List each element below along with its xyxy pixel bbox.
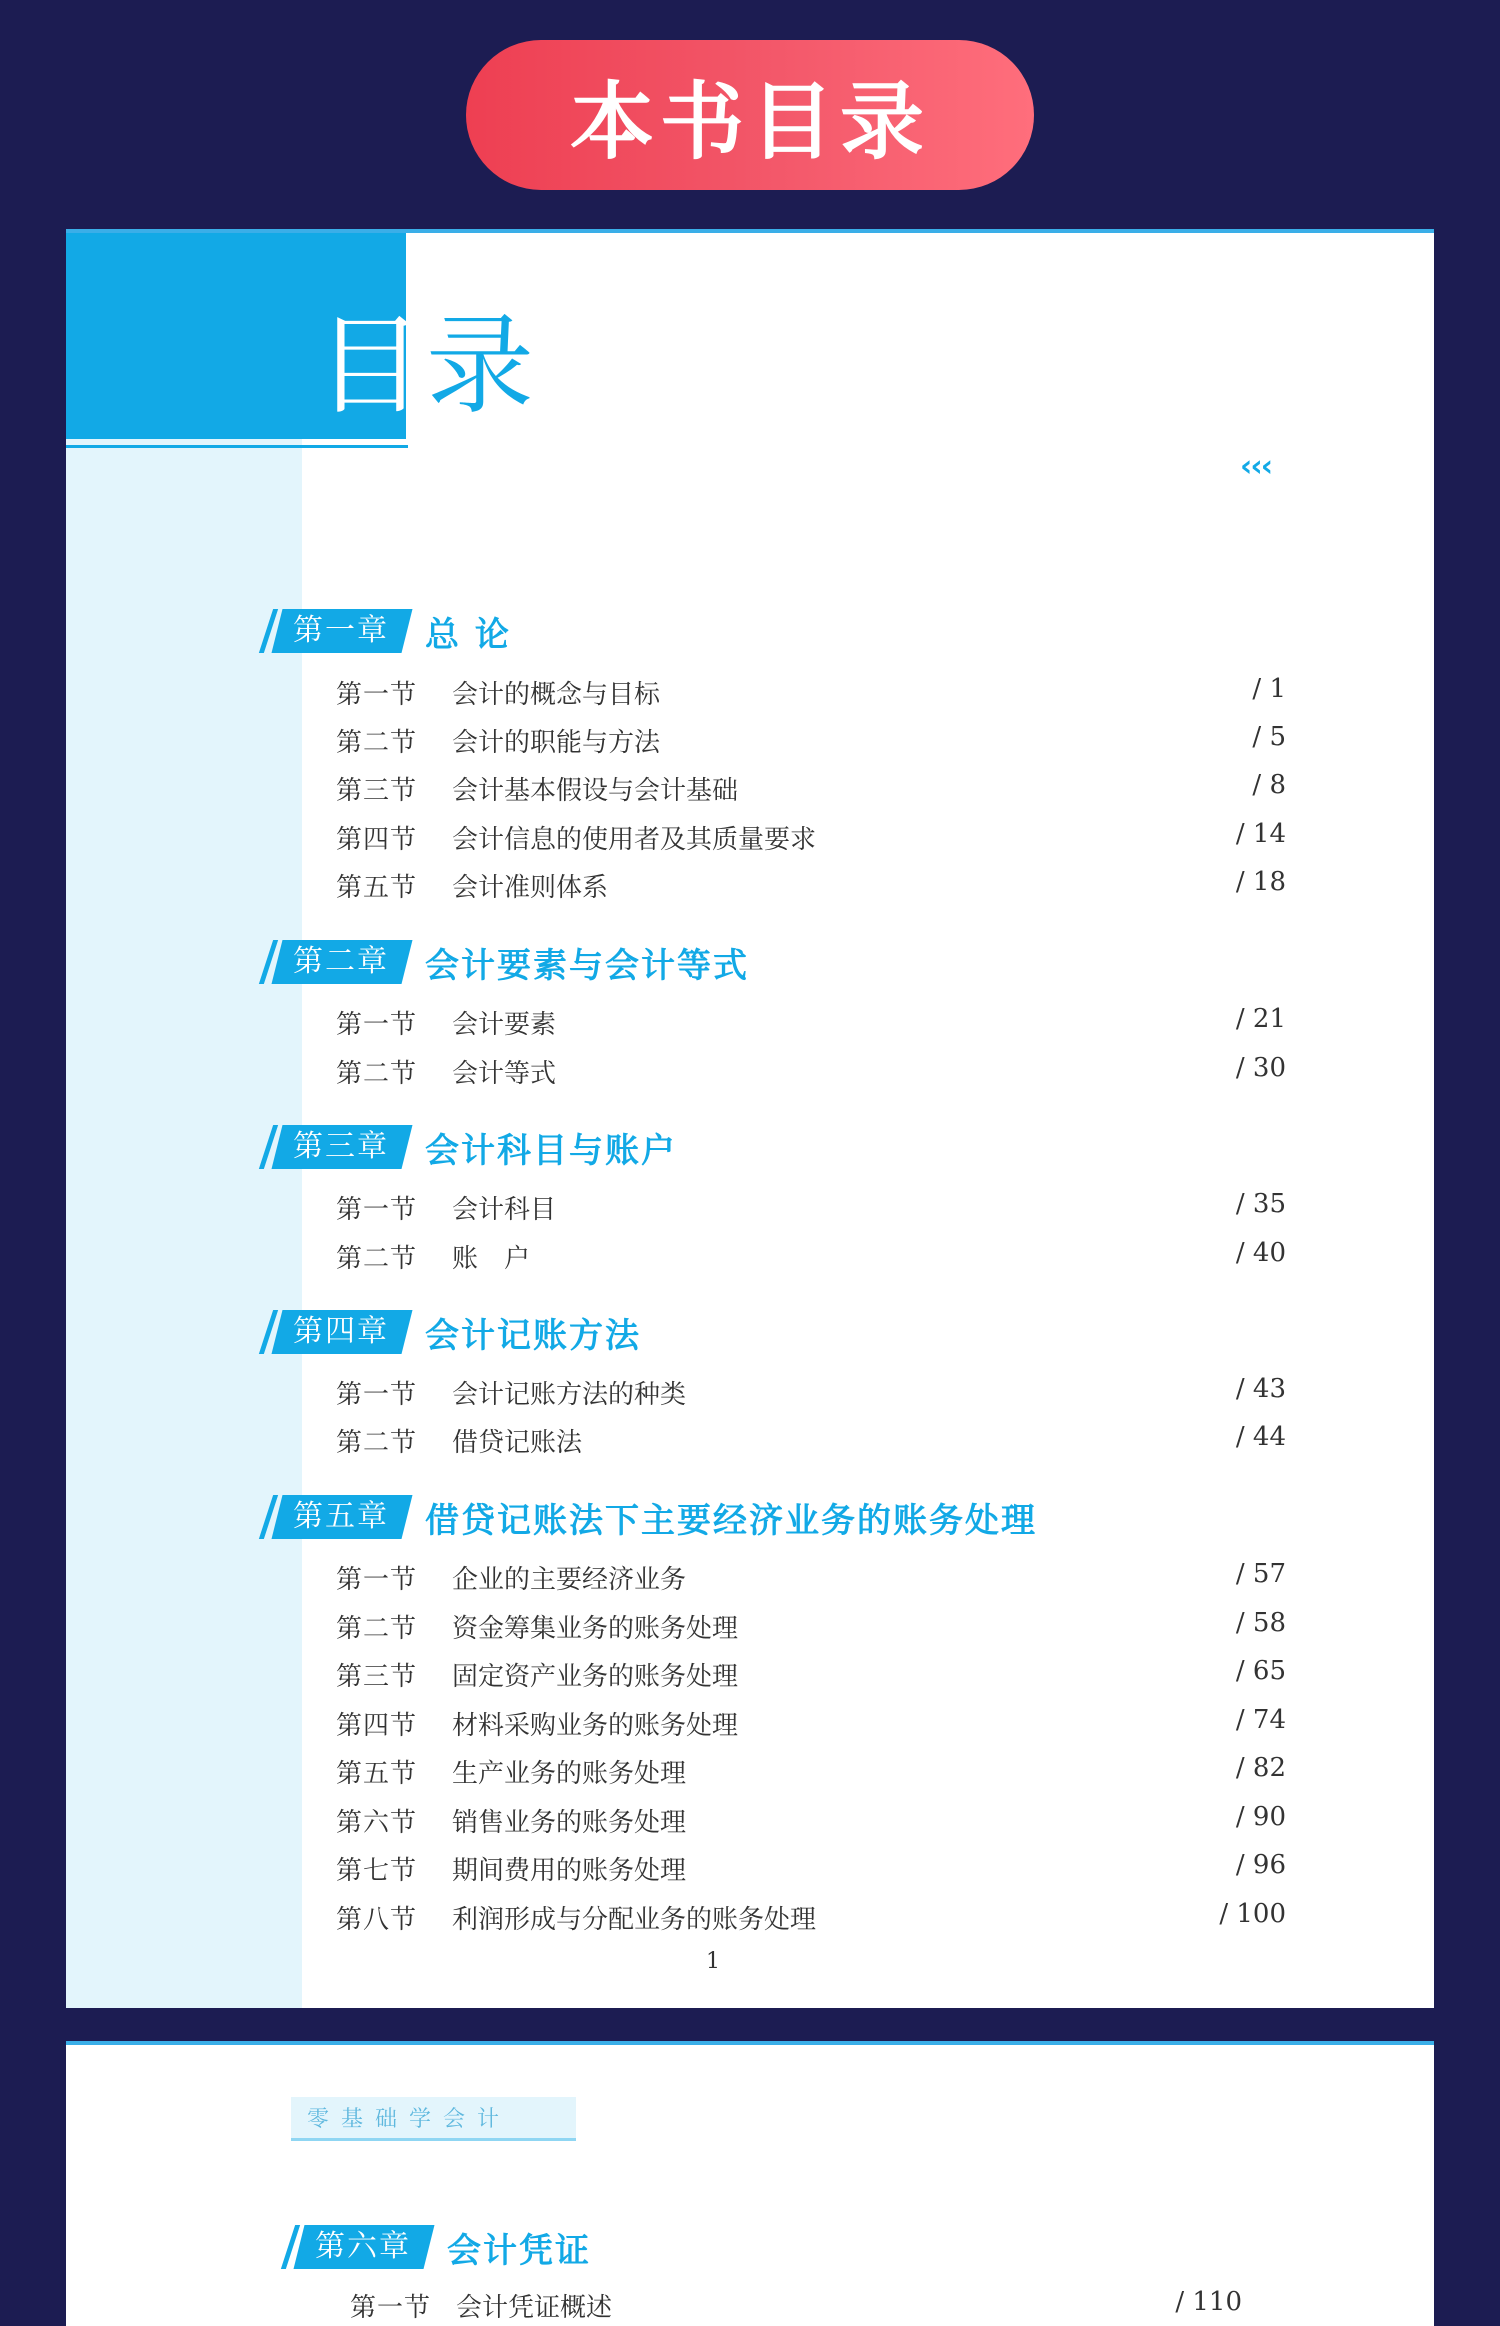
section-row: 第六节 销售业务的账务处理 / 90 (336, 1802, 1286, 1838)
section-row: 第二节 资金筹集业务的账务处理 / 58 (336, 1608, 1286, 1644)
chapter-heading (266, 1493, 1037, 1541)
section-row: 第三节 会计基本假设与会计基础 / 8 (336, 770, 1286, 806)
chapter-title: 会计记账方法 (425, 1315, 641, 1356)
chapter-label: 第四章 (272, 1310, 413, 1354)
chapter-heading (266, 938, 749, 986)
chapter-title: 总 论 (425, 614, 511, 655)
page-title-left: 目 (316, 304, 425, 429)
chapter-label: 第一章 (272, 609, 413, 653)
chevron-left-icon: ‹‹‹ (1240, 449, 1272, 484)
banner-title: 本书目录 (569, 72, 930, 171)
section-row: 第一节 会计的概念与目标 / 1 (336, 674, 1286, 710)
chapter-heading (266, 1123, 677, 1171)
page-title-right: 录 (426, 304, 535, 429)
title-underline (66, 445, 408, 448)
chapter-label: 第六章 (294, 2225, 435, 2269)
chapter-title: 会计要素与会计等式 (425, 945, 749, 986)
section-row: 第一节 会计凭证概述 / 110 (350, 2287, 1242, 2323)
page-number: 1 (706, 1949, 720, 1974)
chapter-heading (266, 1308, 641, 1356)
sidebar-strip (66, 233, 302, 2008)
section-row: 第一节 会计记账方法的种类 / 43 (336, 1374, 1286, 1410)
chapter-label: 第三章 (272, 1125, 413, 1169)
chapter-label: 第二章 (272, 940, 413, 984)
toc-banner (466, 40, 1034, 190)
chapter-title: 借贷记账法下主要经济业务的账务处理 (425, 1500, 1037, 1541)
section-row: 第五节 生产业务的账务处理 / 82 (336, 1753, 1286, 1789)
section-row: 第五节 会计准则体系 / 18 (336, 867, 1286, 903)
chapter-heading (288, 2223, 591, 2271)
chapter-title: 会计凭证 (447, 2230, 591, 2271)
section-row: 第八节 利润形成与分配业务的账务处理 / 100 (336, 1899, 1286, 1935)
section-row: 第二节 账 户 / 40 (336, 1238, 1286, 1274)
chapter-heading (266, 607, 511, 655)
section-row: 第四节 会计信息的使用者及其质量要求 / 14 (336, 819, 1286, 855)
section-row: 第四节 材料采购业务的账务处理 / 74 (336, 1705, 1286, 1741)
chapter-title: 会计科目与账户 (425, 1130, 677, 1171)
section-row: 第二节 会计的职能与方法 / 5 (336, 722, 1286, 758)
section-row: 第三节 固定资产业务的账务处理 / 65 (336, 1656, 1286, 1692)
section-row: 第二节 借贷记账法 / 44 (336, 1422, 1286, 1458)
section-row: 第一节 会计科目 / 35 (336, 1189, 1286, 1225)
section-row: 第七节 期间费用的账务处理 / 96 (336, 1850, 1286, 1886)
section-row: 第二节 会计等式 / 30 (336, 1053, 1286, 1089)
section-row: 第一节 会计要素 / 21 (336, 1004, 1286, 1040)
chapter-label: 第五章 (272, 1495, 413, 1539)
section-row: 第一节 企业的主要经济业务 / 57 (336, 1559, 1286, 1595)
toc-page-1 (66, 229, 1434, 2008)
running-header: 零基础学会计 (291, 2097, 576, 2141)
toc-page-2 (66, 2041, 1434, 2326)
